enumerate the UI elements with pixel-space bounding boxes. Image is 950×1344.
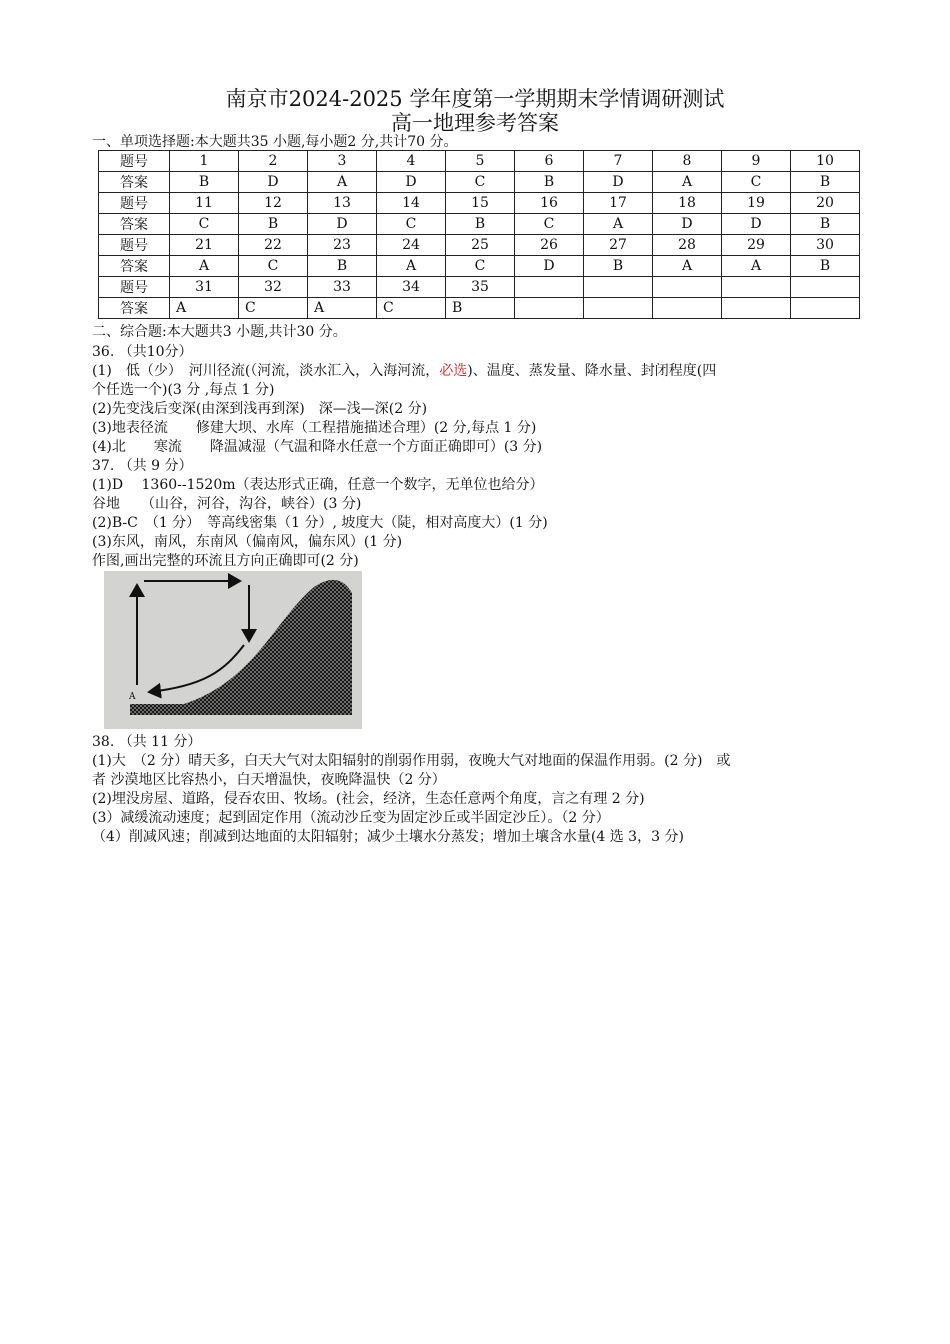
question-number: 10: [791, 151, 860, 172]
question-number: 18: [653, 193, 722, 214]
answer-label: 答案: [99, 298, 170, 319]
question-number: 19: [722, 193, 791, 214]
section2-heading: 二、综合题:本大题共3 小题,共计30 分。: [92, 324, 347, 340]
question-number: 13: [308, 193, 377, 214]
question-number: 20: [791, 193, 860, 214]
q36-answer-2: (2)先变浅后变深(由深到浅再到深) 深—浅—深(2 分): [92, 401, 428, 417]
question-number: 4: [377, 151, 446, 172]
q37-drawing-note: 作图,画出完整的环流且方向正确即可(2 分): [92, 553, 359, 569]
question-number: [722, 277, 791, 298]
question-number: 15: [446, 193, 515, 214]
answer-cell: [584, 298, 653, 319]
page-title: 南京市2024-2025 学年度第一学期期末学情调研测试: [225, 87, 725, 111]
answer-cell: D: [239, 172, 308, 193]
question-number: 2: [239, 151, 308, 172]
q36-answer-1-pre: (1) 低（少） 河川径流(（河流，淡水汇入，入海河流，: [92, 363, 440, 379]
answer-cell: A: [722, 256, 791, 277]
q36-answer-1: [92, 362, 716, 380]
answer-cell: B: [584, 256, 653, 277]
answer-cell: D: [377, 172, 446, 193]
answer-table: [98, 150, 860, 319]
answer-cell: C: [722, 172, 791, 193]
question-number: [584, 277, 653, 298]
q36-title: 36. （共10分）: [92, 344, 193, 360]
answer-cell: B: [308, 256, 377, 277]
question-number: 11: [170, 193, 239, 214]
question-number-label: 题号: [99, 235, 170, 256]
question-number: 33: [308, 277, 377, 298]
question-number: 34: [377, 277, 446, 298]
question-number: 23: [308, 235, 377, 256]
answer-cell: B: [239, 214, 308, 235]
question-number: 16: [515, 193, 584, 214]
answer-cell: C: [446, 172, 515, 193]
answer-label: 答案: [99, 256, 170, 277]
question-number: [515, 277, 584, 298]
answer-cell: A: [653, 256, 722, 277]
answer-cell: A: [170, 298, 239, 319]
answer-cell: B: [446, 298, 515, 319]
question-number: 32: [239, 277, 308, 298]
answer-cell: B: [170, 172, 239, 193]
circulation-diagram: [104, 571, 362, 729]
question-number: 6: [515, 151, 584, 172]
section1-heading: 一、单项选择题:本大题共35 小题,每小题2 分,共计70 分。: [92, 134, 458, 150]
q37-answer-1-cont: 谷地 （山谷，河谷，沟谷，峡谷）(3 分): [92, 496, 362, 512]
q37-answer-2: (2)B-C （1 分） 等高线密集（1 分）, 坡度大（陡，相对高度大）(1 分): [92, 515, 548, 531]
answer-cell: C: [239, 298, 308, 319]
question-number: 29: [722, 235, 791, 256]
question-number: 30: [791, 235, 860, 256]
answer-cell: A: [308, 172, 377, 193]
question-number: 5: [446, 151, 515, 172]
question-number-label: 题号: [99, 193, 170, 214]
question-number: 8: [653, 151, 722, 172]
answer-cell: C: [377, 298, 446, 319]
q38-answer-4: （4）削减风速；削减到达地面的太阳辐射；减少土壤水分蒸发；增加土壤含水量(4 选 3，3 分): [92, 829, 684, 845]
q38-answer-1: (1)大 （2 分）晴天多，白天大气对太阳辐射的削弱作用弱，夜晚大气对地面的保温作用弱。(2 分) 或: [92, 753, 731, 769]
q36-answer-1-cont: 个任选一个)(3 分 ,每点 1 分): [92, 382, 275, 398]
question-number: 28: [653, 235, 722, 256]
question-number-label: 题号: [99, 277, 170, 298]
answer-cell: D: [515, 256, 584, 277]
question-number: 14: [377, 193, 446, 214]
answer-cell: [515, 298, 584, 319]
answer-cell: C: [446, 256, 515, 277]
answer-cell: [791, 298, 860, 319]
question-number: 1: [170, 151, 239, 172]
answer-cell: C: [515, 214, 584, 235]
required-mark: 必选: [439, 363, 468, 379]
q36-answer-1-post: )、温度、蒸发量、降水量、封闭程度(四: [467, 363, 717, 379]
q37-title: 37. （共 9 分）: [92, 458, 193, 474]
question-number: 25: [446, 235, 515, 256]
question-number: 7: [584, 151, 653, 172]
question-number: 3: [308, 151, 377, 172]
question-number: 35: [446, 277, 515, 298]
question-number: 26: [515, 235, 584, 256]
question-number: 22: [239, 235, 308, 256]
answer-cell: D: [308, 214, 377, 235]
q36-answer-4: (4)北 寒流 降温减湿（气温和降水任意一个方面正确即可）(3 分): [92, 439, 543, 455]
answer-cell: A: [170, 256, 239, 277]
answer-cell: C: [239, 256, 308, 277]
question-number: 27: [584, 235, 653, 256]
point-a-label: A: [129, 692, 136, 702]
question-number: 12: [239, 193, 308, 214]
question-number-label: 题号: [99, 151, 170, 172]
answer-cell: A: [653, 172, 722, 193]
answer-cell: B: [791, 172, 860, 193]
page-subtitle: 高一地理参考答案: [391, 111, 559, 135]
question-number: 21: [170, 235, 239, 256]
q38-answer-2: (2)埋没房屋、道路，侵吞农田、牧场。(社会，经济，生态任意两个角度，言之有理 2 分): [92, 791, 645, 807]
answer-cell: D: [722, 214, 791, 235]
answer-cell: B: [791, 256, 860, 277]
answer-cell: B: [446, 214, 515, 235]
answer-label: 答案: [99, 172, 170, 193]
question-number: 9: [722, 151, 791, 172]
q38-answer-1-cont: 者 沙漠地区比容热小，白天增温快，夜晚降温快（2 分）: [92, 772, 446, 788]
question-number: [791, 277, 860, 298]
answer-cell: C: [377, 214, 446, 235]
answer-cell: A: [377, 256, 446, 277]
answer-cell: A: [308, 298, 377, 319]
answer-cell: [653, 298, 722, 319]
answer-cell: B: [515, 172, 584, 193]
answer-cell: [722, 298, 791, 319]
q36-answer-3: (3)地表径流 修建大坝、水库（工程措施描述合理）(2 分,每点 1 分): [92, 420, 537, 436]
answer-cell: B: [791, 214, 860, 235]
q37-answer-3: (3)东风，南风，东南风（偏南风，偏东风）(1 分): [92, 534, 403, 550]
question-number: 17: [584, 193, 653, 214]
answer-cell: A: [584, 214, 653, 235]
answer-cell: D: [653, 214, 722, 235]
q37-answer-1: (1)D 1360--1520m（表达形式正确，任意一个数字，无单位也给分）: [92, 477, 544, 493]
question-number: 24: [377, 235, 446, 256]
answer-label: 答案: [99, 214, 170, 235]
answer-cell: C: [170, 214, 239, 235]
answer-cell: D: [584, 172, 653, 193]
question-number: 31: [170, 277, 239, 298]
q38-title: 38. （共 11 分）: [92, 734, 202, 750]
question-number: [653, 277, 722, 298]
q38-answer-3: (3）减缓流动速度；起到固定作用（流动沙丘变为固定沙丘或半固定沙丘）。（2 分）: [92, 810, 610, 826]
